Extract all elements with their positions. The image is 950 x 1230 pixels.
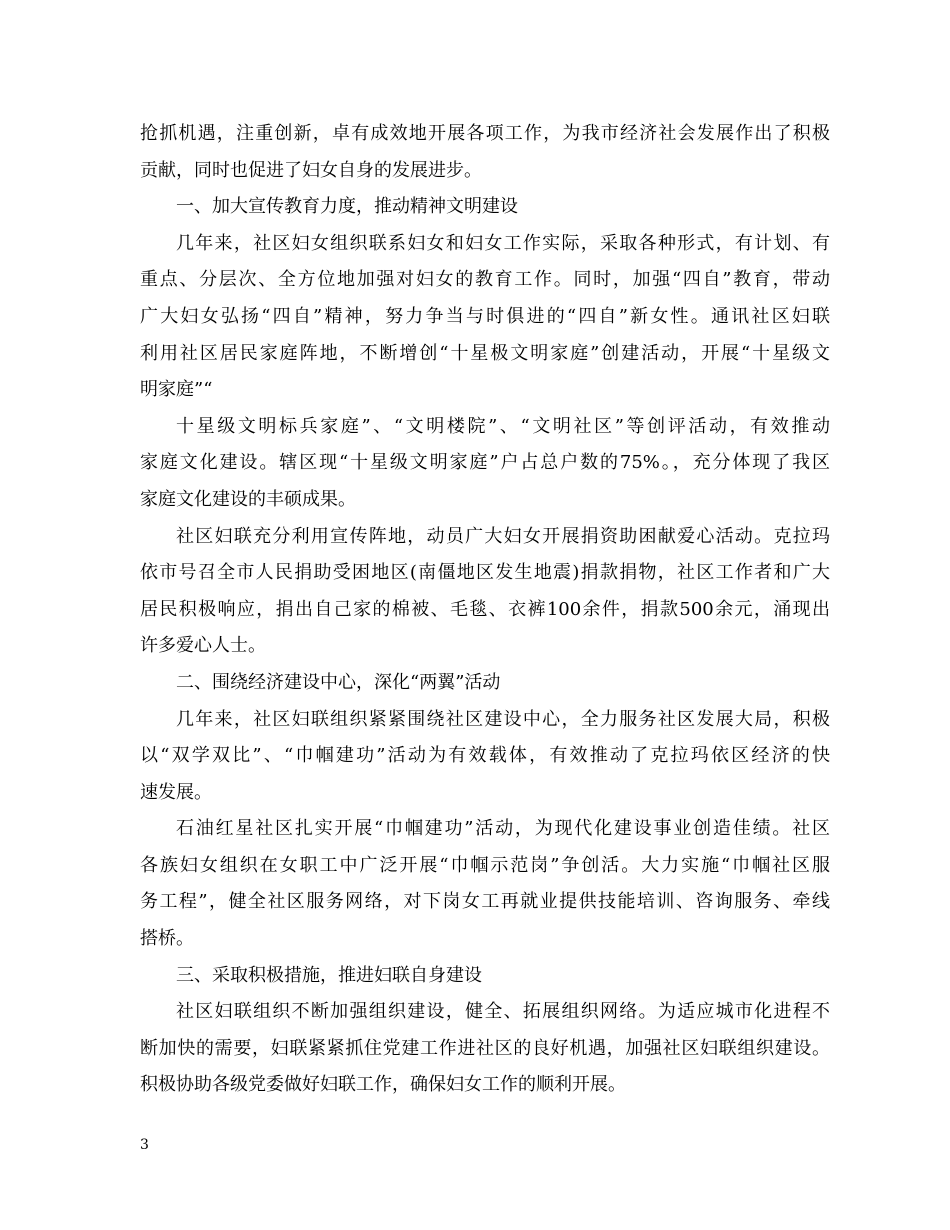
page-number: 3 <box>140 1137 149 1153</box>
text-line: 三、采取积极措施，推进妇联自身建设 <box>176 964 482 986</box>
text-line: 依市号召全市人民捐助受困地区(南僵地区发生地震)捐款捐物，社区工作者和广大 <box>140 562 830 584</box>
text-line: 积极协助各级党委做好妇联工作，确保妇女工作的顺利开展。 <box>140 1074 626 1096</box>
text-line: 广大妇女弘扬“四自”精神，努力争当与时俱进的“四自”新女性。通讯社区妇联 <box>140 305 830 327</box>
text-line: 石油红星社区扎实开展“巾帼建功”活动，为现代化建设事业创造佳绩。社区 <box>176 818 830 840</box>
text-line: 断加快的需要，妇联紧紧抓住党建工作进社区的良好机遇，加强社区妇联组织建设。 <box>140 1037 830 1059</box>
text-line: 二、围绕经济建设中心，深化“两翼”活动 <box>176 671 501 693</box>
text-line: 居民积极响应，捐出自己家的棉被、毛毯、衣裤100余件，捐款500余元，涌现出 <box>140 598 830 620</box>
text-line: 十星级文明标兵家庭”、“文明楼院”、“文明社区”等创评活动，有效推动 <box>176 415 830 437</box>
text-line: 一、加大宣传教育力度，推动精神文明建设 <box>176 196 518 218</box>
text-line: 重点、分层次、全方位地加强对妇女的教育工作。同时，加强“四自”教育，带动 <box>140 269 830 291</box>
text-line: 务工程”，健全社区服务网络，对下岗女工再就业提供技能培训、咨询服务、牵线 <box>140 891 830 913</box>
text-line: 社区妇联充分利用宣传阵地，动员广大妇女开展捐资助困献爱心活动。克拉玛 <box>176 525 830 547</box>
text-line: 几年来，社区妇女组织联系妇女和妇女工作实际，采取各种形式，有计划、有 <box>176 232 830 254</box>
text-line: 速发展。 <box>140 781 212 803</box>
text-line: 几年来，社区妇联组织紧紧围绕社区建设中心，全力服务社区发展大局，积极 <box>176 708 830 730</box>
text-line: 家庭文化建设。辖区现“十星级文明家庭”户占总户数的75%。，充分体现了我区 <box>140 452 830 474</box>
text-line: 各族妇女组织在女职工中广泛开展“巾帼示范岗”争创活。大力实施“巾帼社区服 <box>140 854 830 876</box>
text-line: 家庭文化建设的丰硕成果。 <box>140 488 356 510</box>
text-line: 贡献，同时也促进了妇女自身的发展进步。 <box>140 159 482 181</box>
document-body <box>140 116 830 1104</box>
text-line: 利用社区居民家庭阵地，不断增创“十星极文明家庭”创建活动，开展“十星级文 <box>140 342 830 364</box>
text-line: 许多爱心人士。 <box>140 635 266 657</box>
text-line: 社区妇联组织不断加强组织建设，健全、拓展组织网络。为适应城市化进程不 <box>176 1001 830 1023</box>
text-line: 明家庭”“ <box>140 379 213 401</box>
text-line: 以“双学双比”、“巾帼建功”活动为有效载体，有效推动了克拉玛依区经济的快 <box>140 745 830 767</box>
text-line: 抢抓机遇，注重创新，卓有成效地开展各项工作，为我市经济社会发展作出了积极 <box>140 123 830 144</box>
text-line: 搭桥。 <box>140 928 194 950</box>
